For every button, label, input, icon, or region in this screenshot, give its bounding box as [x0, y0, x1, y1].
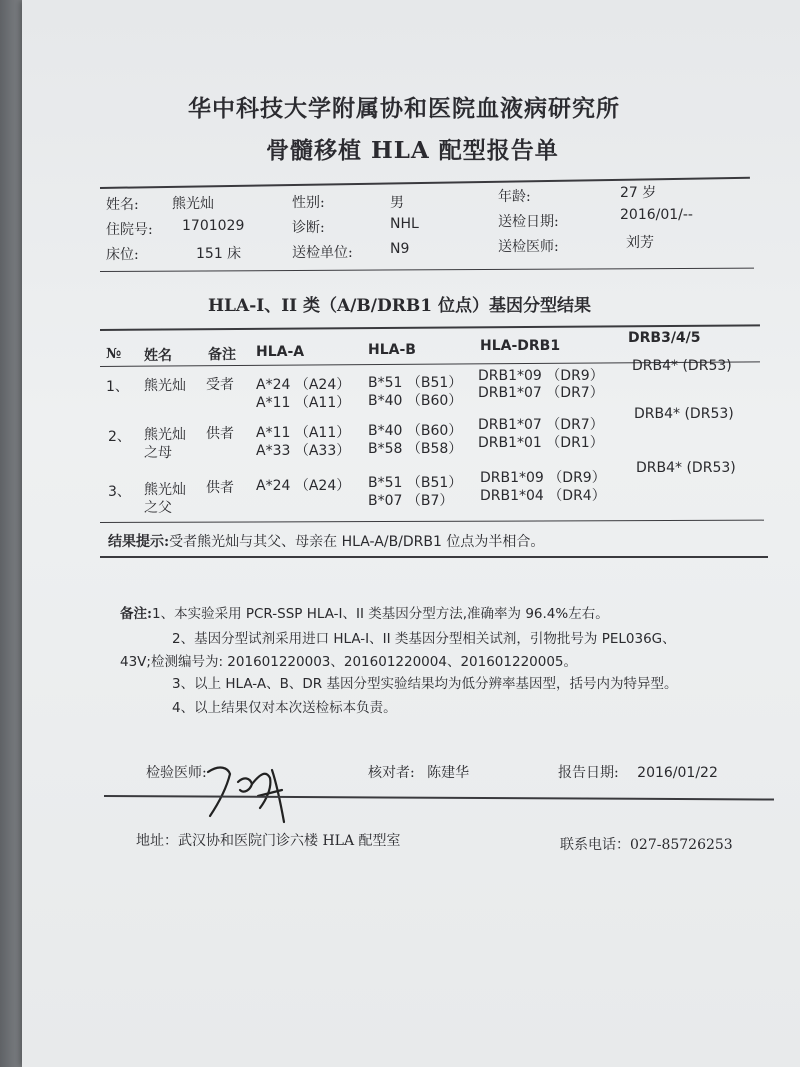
report-title: 骨髓移植 HLA 配型报告单 — [266, 137, 559, 164]
row3-b2: B*07 （B7） — [368, 493, 454, 509]
row1-drb1-2: DRB1*07 （DR7） — [478, 385, 604, 401]
row2-drb1-2: DRB1*01 （DR1） — [478, 435, 604, 451]
divider-patient — [100, 268, 754, 272]
age-label: 年龄: — [498, 189, 531, 205]
row3-b1: B*51 （B51） — [368, 475, 463, 491]
patient-name: 熊光灿 — [172, 196, 214, 212]
row3-name-relation: 之父 — [144, 500, 172, 516]
footer-phone: 联系电话：027-85726253 — [560, 837, 733, 853]
result-text: 受者熊光灿与其父、母亲在 HLA-A/B/DRB1 位点为半相合。 — [169, 534, 545, 550]
diagnosis-label: 诊断: — [292, 220, 325, 236]
row3-drb1-1: DRB1*09 （DR9） — [480, 470, 606, 486]
row2-b2: B*58 （B58） — [368, 441, 463, 457]
row3-remark: 供者 — [206, 480, 234, 496]
row2-drb345: DRB4* (DR53) — [634, 406, 734, 422]
doctor-label: 送检医师: — [498, 239, 559, 255]
institution-title: 华中科技大学附属协和医院血液病研究所 — [188, 95, 620, 122]
checker-name: 陈建华 — [427, 765, 470, 781]
report-date-label: 报告日期: — [558, 765, 619, 781]
row2-name-relation: 之母 — [144, 445, 172, 461]
note-3: 3、以上 HLA-A、B、DR 基因分型实验结果均为低分辨率基因型，括号内为特异型。 — [172, 676, 678, 692]
header-no: № — [106, 346, 122, 362]
send-date: 2016/01/-- — [620, 207, 693, 223]
row1-no: 1、 — [106, 379, 129, 395]
header-drb345: DRB3/4/5 — [628, 330, 701, 346]
admission-no: 1701029 — [182, 218, 245, 234]
row3-no: 3、 — [108, 484, 131, 500]
checker-line — [368, 762, 469, 782]
result-label: 结果提示: — [108, 534, 170, 550]
report-date-line — [558, 762, 718, 782]
note-1: 1、本实验采用 PCR-SSP HLA-Ⅰ、II 类基因分型方法,准确率为 96.4%左右。 — [151, 606, 609, 622]
divider-result — [100, 556, 768, 558]
section-title: HLA-I、II 类（A/B/DRB1 位点）基因分型结果 — [208, 296, 591, 316]
checker-label: 核对者: — [368, 765, 415, 781]
bed-label: 床位: — [106, 247, 139, 263]
diagnosis: NHL — [390, 216, 419, 232]
header-name: 姓名 — [144, 348, 172, 364]
send-date-label: 送检日期: — [498, 214, 559, 230]
report-date: 2016/01/22 — [637, 765, 718, 781]
row1-a1: A*24 （A24） — [256, 377, 351, 393]
footer-address: 地址：武汉协和医院门诊六楼 HLA 配型室 — [136, 833, 401, 849]
patient-gender: 男 — [390, 195, 404, 211]
header-hla-b: HLA-B — [368, 342, 416, 358]
row1-a2: A*11 （A11） — [256, 395, 351, 411]
gender-label: 性别: — [292, 195, 325, 211]
send-doctor: 刘芳 — [626, 235, 654, 251]
note-4: 4、以上结果仅对本次送检标本负责。 — [172, 700, 397, 716]
row2-remark: 供者 — [206, 426, 234, 442]
divider-table-bottom — [100, 520, 764, 523]
row1-name: 熊光灿 — [144, 378, 186, 394]
note-line-1 — [120, 602, 609, 622]
row3-drb345: DRB4* (DR53) — [636, 460, 736, 476]
row3-drb1-2: DRB1*04 （DR4） — [480, 488, 606, 504]
row3-a1: A*24 （A24） — [256, 478, 351, 494]
bed: 151 床 — [196, 246, 242, 262]
header-remark: 备注 — [208, 347, 236, 363]
row2-b1: B*40 （B60） — [368, 423, 463, 439]
unit-label: 送检单位: — [292, 245, 353, 261]
header-hla-drb1: HLA-DRB1 — [480, 338, 561, 354]
row1-remark: 受者 — [206, 377, 234, 393]
row2-name: 熊光灿 — [144, 427, 186, 443]
unit: N9 — [390, 241, 410, 257]
note-2a: 2、基因分型试剂采用进口 HLA-Ⅰ、II 类基因分型相关试剂，引物批号为 PEL036G、 — [172, 631, 676, 647]
note-2b: 43V;检测编号为: 201601220003、201601220004、201601220005。 — [120, 654, 578, 670]
name-label: 姓名: — [106, 197, 139, 213]
notes-label: 备注: — [120, 606, 152, 622]
row2-no: 2、 — [108, 429, 131, 445]
row1-b1: B*51 （B51） — [368, 375, 463, 391]
header-hla-a: HLA-A — [256, 344, 305, 360]
row1-drb1-1: DRB1*09 （DR9） — [478, 368, 604, 384]
row1-b2: B*40 （B60） — [368, 393, 463, 409]
patient-age: 27 岁 — [620, 185, 657, 201]
row3-name: 熊光灿 — [144, 482, 186, 498]
row2-a1: A*11 （A11） — [256, 425, 351, 441]
admission-label: 住院号: — [106, 222, 153, 238]
result-line — [108, 531, 544, 551]
doctor-sign-label: 检验医师: — [146, 765, 207, 781]
row1-drb345: DRB4* (DR53) — [632, 358, 732, 374]
row2-drb1-1: DRB1*07 （DR7） — [478, 417, 604, 433]
report-sheet — [22, 0, 800, 1067]
row2-a2: A*33 （A33） — [256, 443, 351, 459]
